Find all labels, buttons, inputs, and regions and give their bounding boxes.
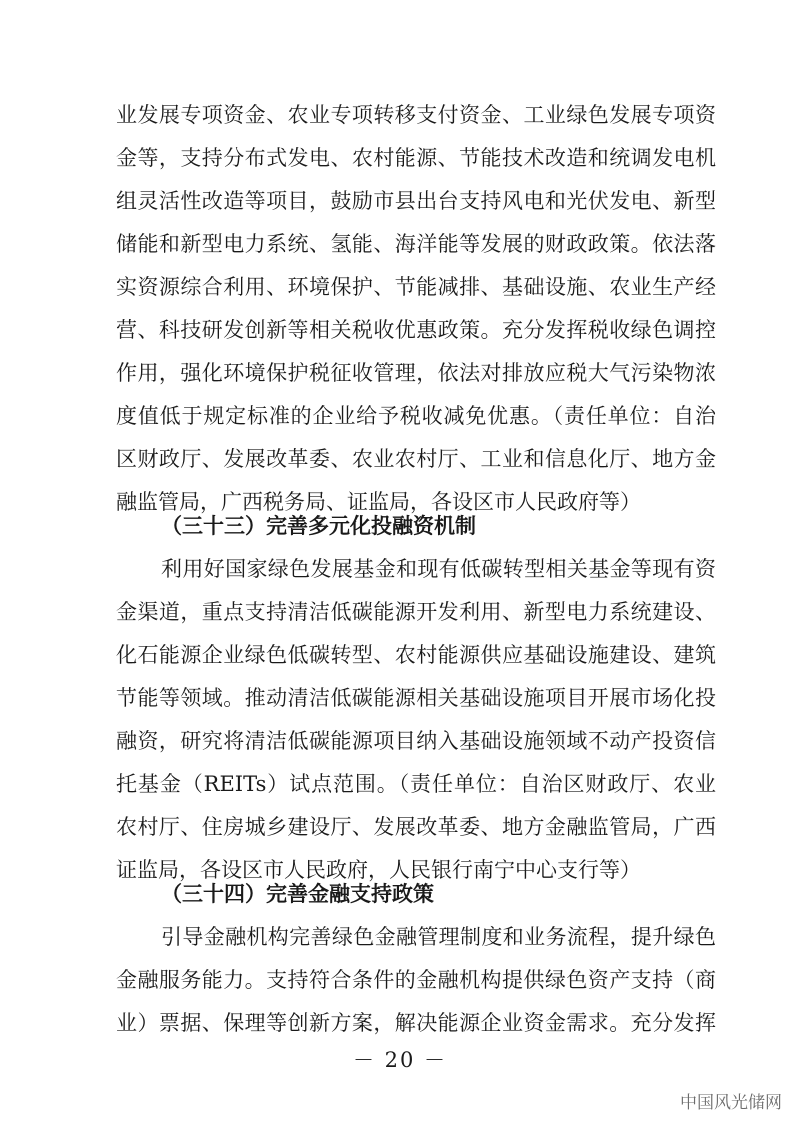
paragraph-line: 金渠道，重点支持清洁低碳能源开发利用、新型电力系统建设、 (116, 600, 716, 624)
paragraph-line: 融资，研究将清洁低碳能源项目纳入基础设施领域不动产投资信 (116, 729, 716, 753)
paragraph-line: 节能等领域。推动清洁低碳能源相关基础设施项目开展市场化投 (116, 686, 716, 710)
paragraph-line: 组灵活性改造等项目，鼓励市县出台支持风电和光伏发电、新型 (116, 189, 716, 213)
site-watermark: 中国风光储网 (680, 1093, 782, 1113)
paragraph-line: 证监局，各设区市人民政府，人民银行南宁中心支行等） (116, 858, 641, 882)
section-heading-34: （三十四）完善金融支持政策 (161, 881, 434, 906)
paragraph-line: 利用好国家绿色发展基金和现有低碳转型相关基金等现有资 (161, 557, 716, 581)
paragraph-line: 化石能源企业绿色低碳转型、农村能源供应基础设施建设、建筑 (116, 643, 716, 667)
section-heading-33: （三十三）完善多元化投融资机制 (161, 513, 476, 538)
paragraph-line: 托基金（REITs）试点范围。（责任单位：自治区财政厅、农业 (116, 772, 716, 796)
paragraph-line: 营、科技研发创新等相关税收优惠政策。充分发挥税收绿色调控 (116, 318, 716, 342)
paragraph-line: 度值低于规定标准的企业给予税收减免优惠。（责任单位：自治 (116, 404, 716, 428)
paragraph-line: 引导金融机构完善绿色金融管理制度和业务流程，提升绿色 (161, 925, 716, 949)
paragraph-line: 金融服务能力。支持符合条件的金融机构提供绿色资产支持（商 (116, 968, 716, 992)
paragraph-line: 业）票据、保理等创新方案，解决能源企业资金需求。充分发挥 (116, 1011, 716, 1035)
paragraph-line: 金等，支持分布式发电、农村能源、节能技术改造和统调发电机 (116, 146, 716, 170)
paragraph-line: 作用，强化环境保护税征收管理，依法对排放应税大气污染物浓 (116, 361, 716, 385)
paragraph-line: 实资源综合利用、环境保护、节能减排、基础设施、农业生产经 (116, 275, 716, 299)
paragraph-line: 储能和新型电力系统、氢能、海洋能等发展的财政政策。依法落 (116, 232, 716, 256)
paragraph-line: 农村厅、住房城乡建设厅、发展改革委、地方金融监管局，广西 (116, 815, 716, 839)
page-number: － 20 － (352, 1048, 448, 1072)
paragraph-line: 业发展专项资金、农业专项转移支付资金、工业绿色发展专项资 (116, 103, 716, 127)
paragraph-line: 区财政厅、发展改革委、农业农村厅、工业和信息化厅、地方金 (116, 447, 716, 471)
paragraph-line: 融监管局，广西税务局、证监局，各设区市人民政府等） (116, 490, 641, 514)
